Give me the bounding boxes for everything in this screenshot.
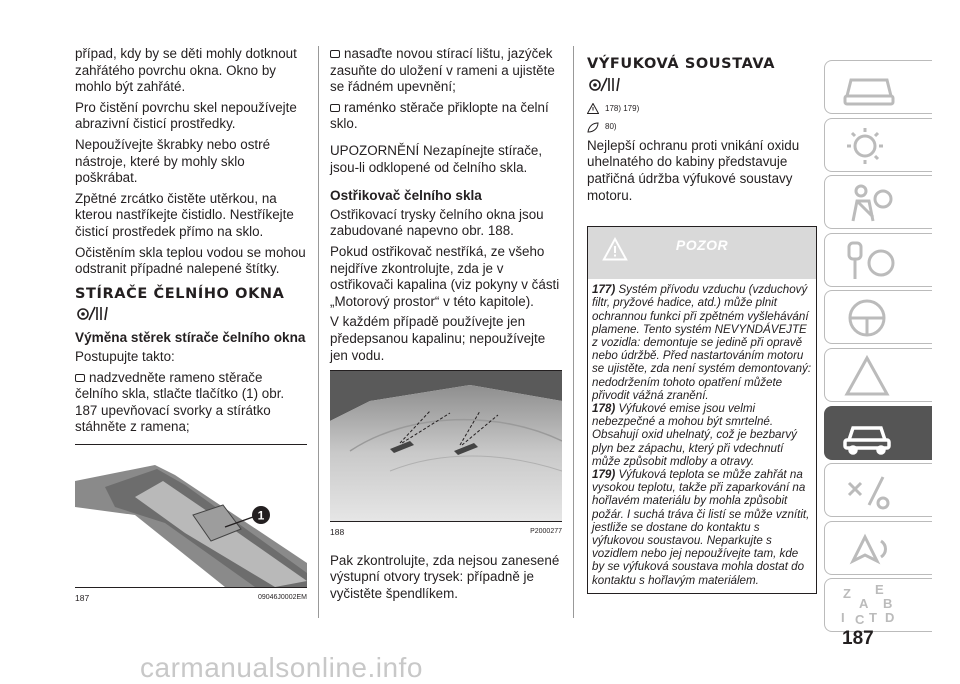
bullet-box-icon [330,104,340,112]
subtitle: Výměna stěrek stírače čelního okna [75,330,306,346]
tab-steering[interactable] [824,290,932,344]
watermark: carmanualsonline.info [140,652,423,683]
warning-light-icon [839,124,899,168]
paragraph: V každém případě používejte jen předepsanou kapalinu; nepoužívejte jen vodu. [330,314,546,363]
warning-box [587,226,817,594]
tab-warning-lights[interactable] [824,118,932,172]
warning-number: 177) [592,283,616,297]
tab-safety[interactable] [824,175,932,229]
navigation-icon [839,527,899,571]
svg-text:C: C [855,612,865,628]
note-refs: 80) [587,119,817,136]
paragraph: Postupujte takto: [75,348,175,364]
svg-text:I: I [841,610,845,626]
warning-header [588,227,816,279]
tab-maintenance[interactable] [824,406,932,460]
tab-technical-data[interactable] [824,463,932,517]
bullet-text: nadzvedněte rameno stěrače čelního skla, stlačte tlačítko (1) obr. 187 upevňovací svorky a stírátko stáhněte z ramena; [75,369,285,435]
warning-text: Systém přívodu vzduchu (vzduchový filtr, pryžové hadice, atd.) může plnit ochrannou funkci při zpětném vyšlehávání plamene. Tento systém NEVYNDÁVEJTE z vozidla: demontuje se jedině při opravě nebo údržbě. Před nastartováním motoru se ujistěte, zda není systém demontovaný: nedodržením tohoto opatření můžete přivodit vážná zranění. [592,283,812,402]
bullet-box-icon [330,50,340,58]
bullet-item [330,100,562,133]
leaf-icon [587,122,599,133]
svg-text:A: A [859,596,869,612]
seatbelt-airbag-icon [839,181,899,225]
column-divider [573,46,574,618]
wrench-icon [839,469,899,513]
tab-index[interactable] [824,578,932,632]
column-2 [330,46,562,606]
paragraph: Nepoužívejte škrabky nebo ostré nástroje, které by mohly sklo poškrábat. [75,136,271,186]
tab-emergency[interactable] [824,348,932,402]
svg-text:Z: Z [843,586,851,602]
warning-triangle-icon [587,103,599,114]
tab-starting-driving[interactable] [824,233,932,287]
chapter-tabs [824,60,932,636]
subtitle: Ostřikovač čelního skla [330,188,482,204]
bullet-box-icon [75,374,85,382]
paragraph: Ostřikovací trysky čelního okna jsou zabudované napevno obr. 188. [330,206,544,239]
svg-text:1: 1 [257,508,265,523]
car-service-icon [839,412,899,456]
figure-caption [330,521,562,541]
section-title: VÝFUKOVÁ SOUSTAVA [587,56,776,72]
index-letters-icon [839,584,899,628]
svg-text:B: B [883,596,893,612]
figure-number: 188 [330,527,345,538]
wiper-blade-illustration [75,445,307,587]
warning-refs: 178) 179) [587,101,817,118]
svg-text:T: T [869,610,877,626]
bullet-item [330,46,562,96]
svg-text:E: E [875,584,884,598]
page-number: 187 [842,628,874,649]
section-title: STÍRAČE ČELNÍHO OKNA [75,285,285,302]
key-steering-icon [839,239,899,283]
figure-188 [330,370,562,521]
paragraph: Pak zkontrolujte, zda nejsou zanesené výstupní otvory trysek: případně je vyčistěte špendlíkem. [330,552,560,601]
svg-text:D: D [885,610,895,626]
column-3 [587,46,817,594]
warning-triangle-icon [839,354,899,398]
figure-code: P2000277 [530,528,562,536]
warning-body [588,279,816,593]
paragraph: Pro čistění povrchu skel nepoužívejte abrazivní čisticí prostředky. [75,99,297,132]
figure-187 [75,444,307,587]
figure-code: 09046J0002EM [257,593,307,601]
column-divider [318,46,319,618]
warning-title: POZOR [675,237,729,254]
warning-number: 178) [592,401,616,415]
paragraph: Pokud ostřikovač nestříká, ze všeho nejdříve zkontrolujte, zda je v ostřikovači kapalina (viz pokyny v části „Motorový prostor“ v této kapitole). [330,243,560,309]
car-hood-illustration [330,371,562,521]
paragraph: Očistěním skla teplou vodou se mohou odstranit případné nalepené štítky. [75,244,306,277]
bullet-text: raménko stěrače přiklopte na čelní sklo. [330,99,549,132]
gear-wrench-icon [75,304,109,322]
bullet-item [75,370,307,436]
figure-caption [75,587,307,607]
paragraph: případ, kdy by se děti mohly dotknout zahřátého povrchu okna. Okno by mohlo být zahřáté. [75,46,297,95]
bullet-text: nasaďte novou stírací lištu, jazýček zasuňte do uložení v rameni a ujistěte se řádném upevnění; [330,46,555,95]
warning-text: Výfuková teplota se může zahřát na vysokou teplotu, takže při zaparkování na hořlavém materiálu by mohla způsobit požár. I suchá tráva či listí se může vznítit, jestliže se dostane do kontaktu s výfukovou soustavou. Neparkujte s vozidlem nebo jej nepoužívejte tam, kde by se výfuková soustava mohla dostat do kontaktu s hořlavým materiálem. [592,468,810,587]
figure-number: 187 [75,592,90,603]
column-1 [75,46,307,606]
tab-dashboard[interactable] [824,60,932,114]
warning-number: 179) [592,468,616,481]
gear-wrench-icon [587,75,621,93]
car-dashboard-icon [839,66,899,110]
note: UPOZORNĚNÍ Nezapínejte stírače, jsou-li odklopené od čelního skla. [330,142,543,175]
steering-wheel-icon [839,296,899,340]
paragraph: Nejlepší ochranu proti vnikání oxidu uhelnatého do kabiny představuje patřičná údržba výfukové soustavy motoru. [587,137,800,203]
paragraph: Zpětné zrcátko čistěte utěrkou, na kterou nastříkejte čistidlo. Nestříkejte čisticí prostředek přímo na sklo. [75,190,294,239]
warning-text: Výfukové emise jsou velmi nebezpečné a mohou být smrtelné. Obsahují oxid uhelnatý, což je bezbarvý plyn bez zápachu, který při vdechnutí může způsobit mdloby a otravy. [592,401,797,468]
tab-multimedia[interactable] [824,521,932,575]
